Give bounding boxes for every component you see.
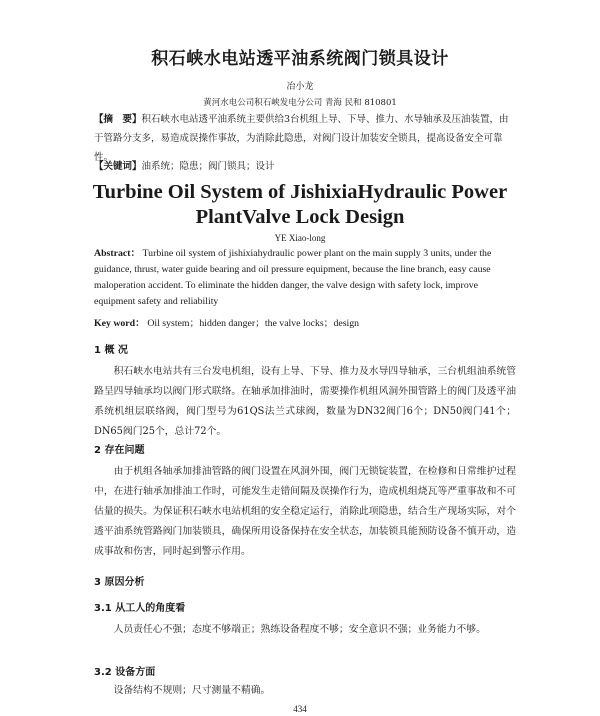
section-3-2-heading: 3.2 设备方面 — [94, 667, 156, 678]
section-3-heading: 3 原因分析 — [94, 577, 145, 588]
chinese-keywords-label: 【关键词】 — [94, 161, 142, 172]
section-1-heading: 1 概 况 — [94, 345, 128, 356]
english-abstract-label: Abstract： — [94, 248, 141, 259]
english-author: YE Xiao-long — [274, 233, 326, 243]
english-title-line-2: PlantValve Lock Design — [195, 206, 405, 228]
english-abstract-text: Turbine oil system of jishixiahydraulic power plant on the main supply 3 units, under the guidance, thrust, water guide bearing and oil pressure equipment, because the line branch, easy cause maloperation accident. To eliminate the hidden danger, the valve design with safety lock, improve equipment safety and reliability — [94, 248, 492, 307]
english-title-line-1: Turbine Oil System of JishixiaHydraulic Power — [92, 181, 508, 203]
chinese-keywords-text: 油系统；隐患；阀门锁具；设计 — [141, 161, 275, 172]
chinese-keywords — [94, 158, 516, 172]
english-keywords-label: Key word： — [94, 318, 145, 329]
english-keywords — [94, 315, 516, 329]
chinese-title: 积石峡水电站透平油系统阀门锁具设计 — [151, 49, 449, 69]
section-3-1-paragraph: 人员责任心不强；态度不够端正；熟练设备程度不够；安全意识不强；业务能力不够。 — [113, 624, 486, 635]
english-keywords-text: Oil system；hidden danger；the valve locks；design — [147, 318, 360, 329]
page-number: 434 — [293, 704, 307, 714]
section-3-2-paragraph: 设备结构不规则；尺寸测量不精确。 — [113, 685, 271, 696]
chinese-abstract-text: 积石峡水电站透平油系统主要供给3台机组上导、下导、推力、水导轴承及压油装置，由于管路分支多，易造成误操作事故，为消除此隐患，对阀门设计加装安全锁具，提高设备安全可靠性。 — [94, 114, 509, 163]
chinese-affiliation: 黄河水电公司积石峡发电分公司 青海 民和 810801 — [203, 98, 397, 108]
section-3-1-heading: 3.1 从工人的角度看 — [94, 603, 186, 614]
section-2-paragraph: 由于机组各轴承加排油管路的阀门设置在风洞外围，阀门无锁锭装置，在检修和日常维护过程中，在进行轴承加排油工作时，可能发生走错间隔及误操作行为，造成机组烧瓦等严重事故和不可估量的损失。为保证积石峡水电站机组的安全稳定运行，消除此项隐患，结合生产现场实际，对个透平油系统管路阀门加装锁具，确保所用设备保持在安全状态，加装锁具能预防设备不慎开动，造成事故和伤害，同时起到警示作用。 — [94, 466, 516, 557]
section-2-heading: 2 存在问题 — [94, 445, 145, 456]
chinese-abstract-label: 【摘 要】 — [94, 114, 142, 125]
english-abstract — [94, 246, 516, 310]
chinese-author: 冶小龙 — [286, 82, 314, 92]
english-title — [0, 180, 600, 230]
section-1-paragraph: 积石峡水电站共有三台发电机组，设有上导、下导、推力及水导四导轴承，三台机组油系统管路呈四导轴承均以阀门形式联络。在轴承加排油时，需要操作机组风洞外围管路上的阀门及透平油系统机组层联络阀，阀门型号为61QS法兰式球阀，数量为DN32阀门6个；DN50阀门41个；DN65阀门25个，总计72个。 — [94, 366, 516, 437]
